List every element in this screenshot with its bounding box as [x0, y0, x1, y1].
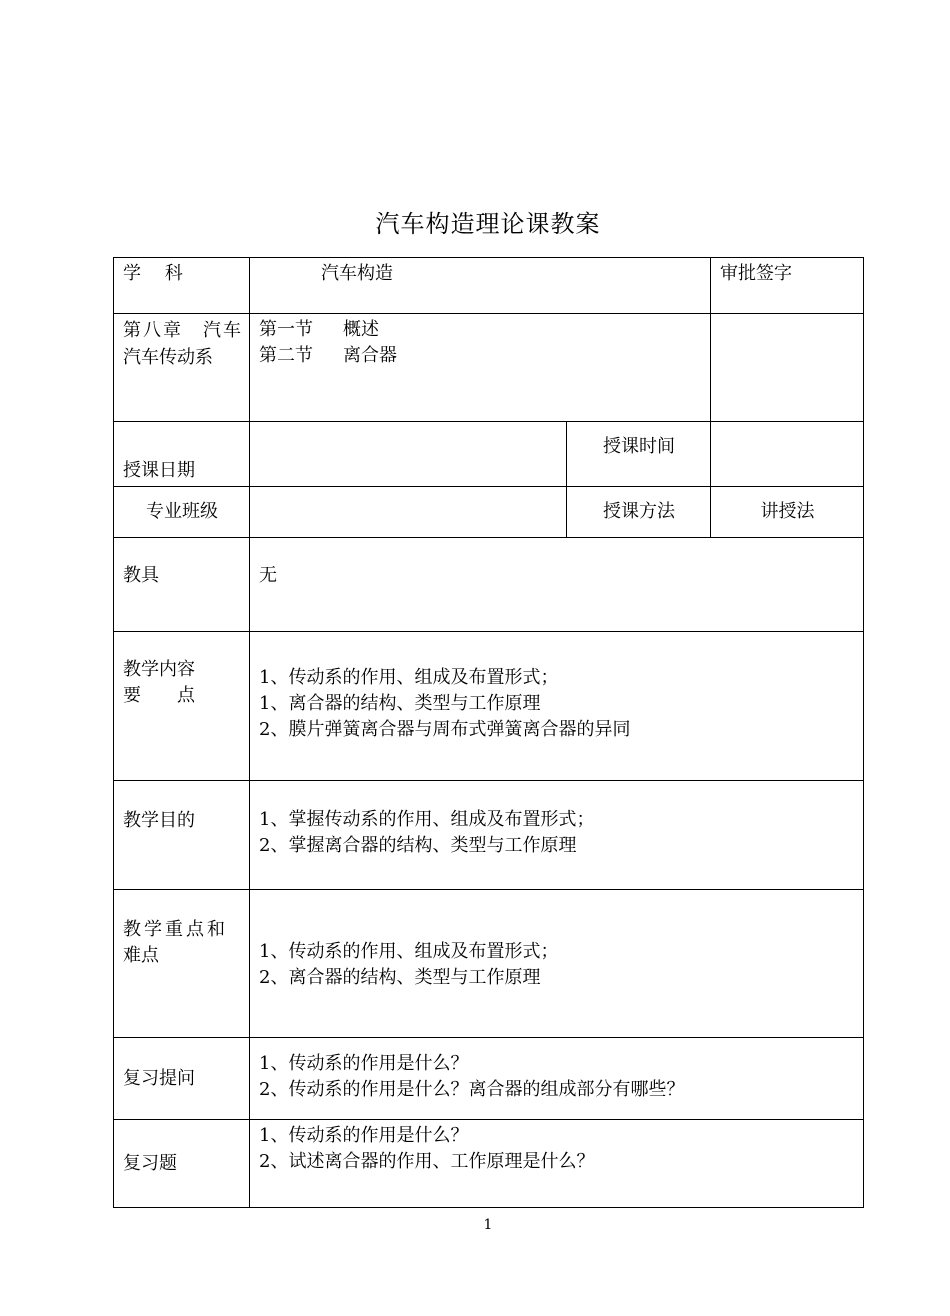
approval-label: 审批签字 — [720, 263, 792, 284]
row-tools — [114, 538, 864, 632]
exercise-item: 1、传动系的作用是什么？ — [259, 1125, 469, 1146]
goal-value-cell — [250, 781, 864, 890]
method-value-cell — [711, 487, 864, 538]
tools-value-cell — [250, 538, 864, 632]
key-label: 教学重点和 — [123, 919, 228, 940]
exercise-label-cell — [114, 1120, 250, 1208]
content-label-cell — [114, 632, 250, 781]
review-label: 复习提问 — [123, 1067, 195, 1089]
row-review — [114, 1038, 864, 1120]
key-label-sub: 难点 — [123, 945, 159, 966]
method-label: 授课方法 — [603, 501, 675, 522]
section-number: 第一节 — [259, 319, 313, 340]
row-date — [114, 422, 864, 487]
row-content — [114, 632, 864, 781]
review-item: 1、传动系的作用是什么？ — [259, 1053, 469, 1074]
row-exercise — [114, 1120, 864, 1208]
row-key-points — [114, 890, 864, 1038]
chapter-label-cell — [114, 314, 250, 422]
date-value-cell[interactable] — [250, 422, 567, 487]
section-item — [259, 317, 702, 343]
exercise-value-cell — [250, 1120, 864, 1208]
section-item — [259, 343, 702, 369]
class-label: 专业班级 — [146, 501, 218, 522]
content-list — [259, 635, 855, 743]
key-item: 1、传动系的作用、组成及布置形式； — [259, 941, 559, 962]
row-class — [114, 487, 864, 538]
document-title: 汽车构造理论课教案 — [375, 210, 601, 238]
chapter-label: 第八章 汽车汽车传动系 — [123, 320, 241, 368]
content-label-sub: 要 点 — [123, 685, 195, 706]
section-name: 概述 — [343, 319, 379, 340]
key-item: 2、离合器的结构、类型与工作原理 — [259, 967, 541, 988]
goal-label-cell — [114, 781, 250, 890]
exercise-item: 2、试述离合器的作用、工作原理是什么？ — [259, 1151, 595, 1172]
review-label-cell — [114, 1038, 250, 1120]
tools-label-cell — [114, 538, 250, 632]
date-label-cell — [114, 422, 250, 487]
row-goal — [114, 781, 864, 890]
subject-label-cell — [114, 258, 250, 314]
class-label-cell — [114, 487, 250, 538]
row-chapter — [114, 314, 864, 422]
goal-label: 教学目的 — [123, 810, 195, 831]
exercise-label: 复习题 — [123, 1152, 177, 1174]
date-label: 授课日期 — [123, 460, 195, 481]
content-value-cell — [250, 632, 864, 781]
review-value-cell — [250, 1038, 864, 1120]
section-number: 第二节 — [259, 345, 313, 366]
content-item: 2、膜片弹簧离合器与周布式弹簧离合器的异同 — [259, 719, 631, 740]
key-value-cell — [250, 890, 864, 1038]
time-label-cell — [567, 422, 711, 487]
review-list — [259, 1041, 855, 1103]
method-label-cell — [567, 487, 711, 538]
class-value-cell[interactable] — [250, 487, 567, 538]
time-label: 授课时间 — [603, 436, 675, 457]
row-subject — [114, 258, 864, 314]
content-label: 教学内容 — [123, 659, 195, 680]
subject-value-cell — [250, 258, 711, 314]
lesson-plan-table — [113, 257, 864, 1208]
subject-value: 汽车构造 — [321, 263, 393, 284]
time-value-cell[interactable] — [711, 422, 864, 487]
exercise-list — [259, 1123, 855, 1175]
review-item: 2、传动系的作用是什么？离合器的组成部分有哪些？ — [259, 1079, 685, 1100]
key-list — [259, 893, 855, 991]
tools-value: 无 — [259, 565, 277, 586]
content-item: 1、离合器的结构、类型与工作原理 — [259, 693, 541, 714]
sections-cell — [250, 314, 711, 422]
page-number: 1 — [483, 1217, 493, 1233]
method-value: 讲授法 — [760, 501, 815, 522]
goal-item: 1、掌握传动系的作用、组成及布置形式； — [259, 809, 595, 830]
goal-list — [259, 784, 855, 859]
tools-label: 教具 — [123, 565, 159, 586]
subject-label: 学 科 — [123, 263, 183, 284]
key-label-cell — [114, 890, 250, 1038]
goal-item: 2、掌握离合器的结构、类型与工作原理 — [259, 835, 577, 856]
approval-signature-cell[interactable] — [711, 314, 864, 422]
section-name: 离合器 — [343, 345, 397, 366]
content-item: 1、传动系的作用、组成及布置形式； — [259, 667, 559, 688]
approval-label-cell — [711, 258, 864, 314]
